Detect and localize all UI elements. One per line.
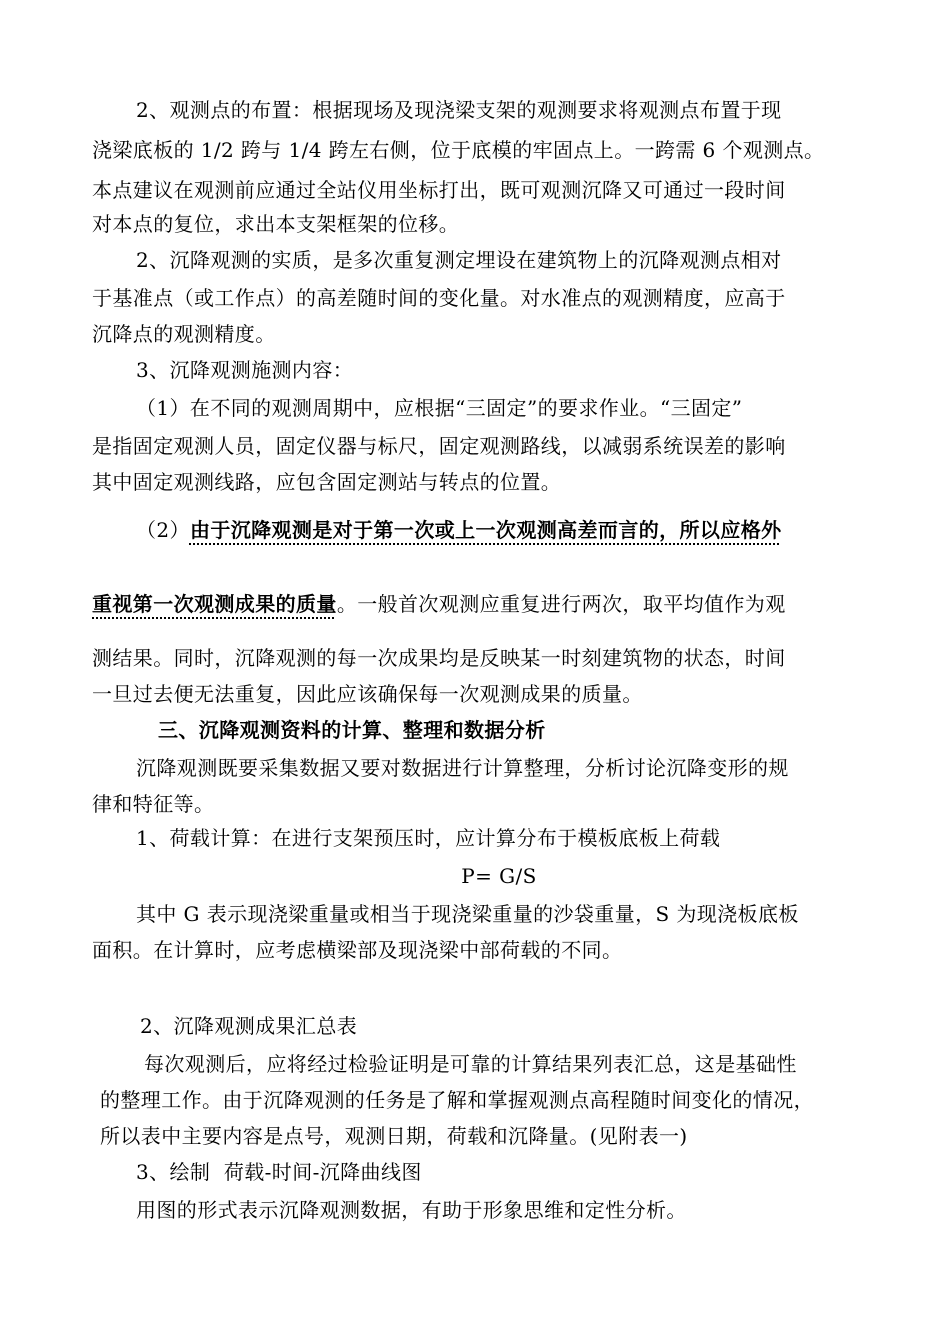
emphasis-text: 重视第一次观测成果的质量 bbox=[92, 592, 337, 616]
paragraph-line: 每次观测后，应将经过检验证明是可靠的计算结果列表汇总，这是基础性 bbox=[144, 1052, 797, 1076]
paragraph-line: 其中 G 表示现浇梁重量或相当于现浇梁重量的沙袋重量，S 为现浇板底板 bbox=[136, 902, 799, 926]
paragraph-line: 用图的形式表示沉降观测数据，有助于形象思维和定性分析。 bbox=[136, 1198, 687, 1222]
paragraph-line: 的整理工作。由于沉降观测的任务是了解和掌握观测点高程随时间变化的情况， bbox=[100, 1088, 814, 1112]
emphasis-line bbox=[92, 590, 862, 618]
paragraph-line: 律和特征等。 bbox=[92, 792, 215, 816]
paragraph-line: 是指固定观测人员，固定仪器与标尺，固定观测路线，以减弱系统误差的影响 bbox=[92, 434, 786, 458]
paragraph-line: 其中固定观测线路，应包含固定测站与转点的位置。 bbox=[92, 470, 562, 494]
paragraph-line: 本点建议在观测前应通过全站仪用坐标打出，既可观测沉降又可通过一段时间 bbox=[92, 178, 786, 202]
paragraph-line: 测结果。同时，沉降观测的每一次成果均是反映某一时刻建筑物的状态，时间 bbox=[92, 646, 786, 670]
formula: P= G/S bbox=[461, 864, 537, 888]
paragraph-line: 所以表中主要内容是点号，观测日期，荷载和沉降量。(见附表一) bbox=[100, 1124, 688, 1148]
section-subtitle: 3、沉降观测施测内容： bbox=[136, 358, 354, 382]
paragraph-line: 1、荷载计算：在进行支架预压时，应计算分布于模板底板上荷载 bbox=[136, 826, 721, 850]
emphasis-line bbox=[136, 516, 862, 544]
section-subtitle: 3、绘制 荷载-时间-沉降曲线图 bbox=[136, 1160, 422, 1184]
paragraph-line: 2、沉降观测的实质，是多次重复测定埋设在建筑物上的沉降观测点相对 bbox=[136, 248, 782, 272]
paragraph-line: 面积。在计算时，应考虑横梁部及现浇梁中部荷载的不同。 bbox=[92, 938, 623, 962]
paragraph-line: 对本点的复位，求出本支架框架的位移。 bbox=[92, 212, 460, 236]
paragraph-text: 。一般首次观测应重复进行两次，取平均值作为观 bbox=[336, 592, 786, 616]
paragraph-line: 2、观测点的布置：根据现场及现浇梁支架的观测要求将观测点布置于现 bbox=[136, 98, 782, 122]
paragraph-line: 浇梁底板的 1/2 跨与 1/4 跨左右侧，位于底模的牢固点上。一跨需 6 个观测点。 bbox=[92, 138, 825, 162]
section-heading: 三、沉降观测资料的计算、整理和数据分析 bbox=[158, 718, 546, 742]
item-prefix: （2） bbox=[136, 518, 190, 542]
paragraph-line: （1）在不同的观测周期中，应根据“三固定”的要求作业。“三固定” bbox=[136, 396, 743, 420]
paragraph-line: 沉降点的观测精度。 bbox=[92, 322, 276, 346]
section-subtitle: 2、沉降观测成果汇总表 bbox=[140, 1014, 358, 1038]
emphasis-text: 由于沉降观测是对于第一次或上一次观测高差而言的，所以应格外 bbox=[189, 518, 782, 542]
paragraph-line: 于基准点（或工作点）的高差随时间的变化量。对水准点的观测精度，应高于 bbox=[92, 286, 786, 310]
paragraph-line: 沉降观测既要采集数据又要对数据进行计算整理，分析讨论沉降变形的规 bbox=[136, 756, 789, 780]
paragraph-line: 一旦过去便无法重复，因此应该确保每一次观测成果的质量。 bbox=[92, 682, 643, 706]
